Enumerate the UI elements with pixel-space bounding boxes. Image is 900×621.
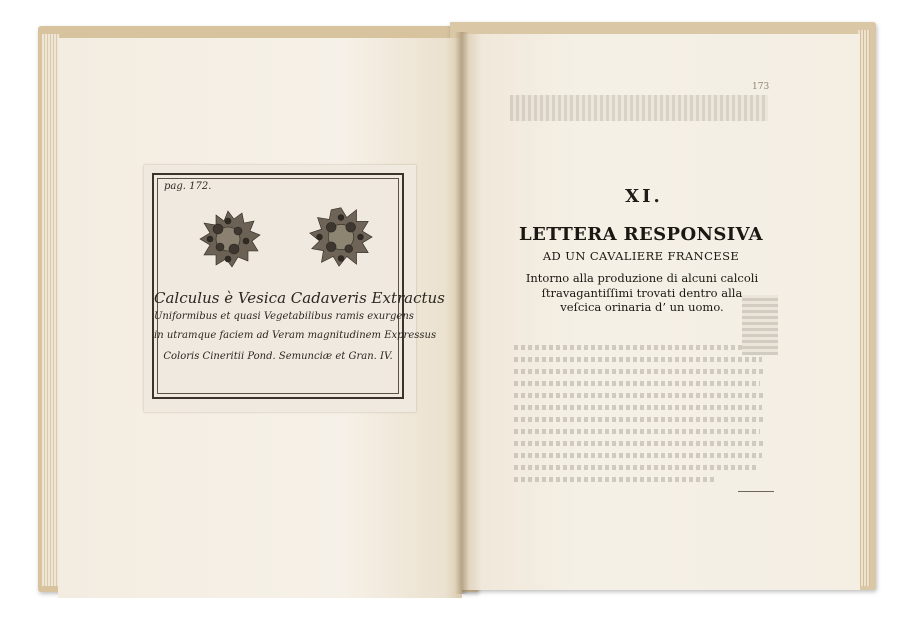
page-rule xyxy=(738,491,774,492)
engraved-plate xyxy=(144,165,445,412)
book-gutter xyxy=(455,32,469,594)
plate-caption-title: Calculus è Vesica Cadaveris Extractus xyxy=(154,289,445,307)
plate-caption-line: in utramque faciem ad Veram magnitudinem Expressus xyxy=(154,330,437,341)
calculus-stone-front-image xyxy=(188,199,268,279)
letter-title: LETTERA RESPONSIVA xyxy=(519,224,763,245)
plate-caption-line: Uniformibus et quasi Vegetabilibus ramis exurgens xyxy=(154,311,414,322)
description-line: veſcica orinaria d’ un uomo. xyxy=(560,300,724,314)
plate-caption-line: Coloris Cineritii Pond. Semunciæ et Gran. IV. xyxy=(163,351,393,362)
plate-page-reference: pag. 172. xyxy=(164,181,212,192)
description-line: ſtravagantiſſimi trovati dentro alla xyxy=(541,285,743,300)
letter-subtitle: AD UN CAVALIERE FRANCESE xyxy=(542,249,740,263)
page-number: 173 xyxy=(752,82,770,92)
plate-frame xyxy=(152,173,445,399)
letter-description xyxy=(516,271,768,315)
description-line: Intorno alla produzione di alcuni calcoli xyxy=(525,271,759,285)
calculus-stone-back-image xyxy=(300,197,378,277)
section-number: XI. xyxy=(625,186,663,207)
